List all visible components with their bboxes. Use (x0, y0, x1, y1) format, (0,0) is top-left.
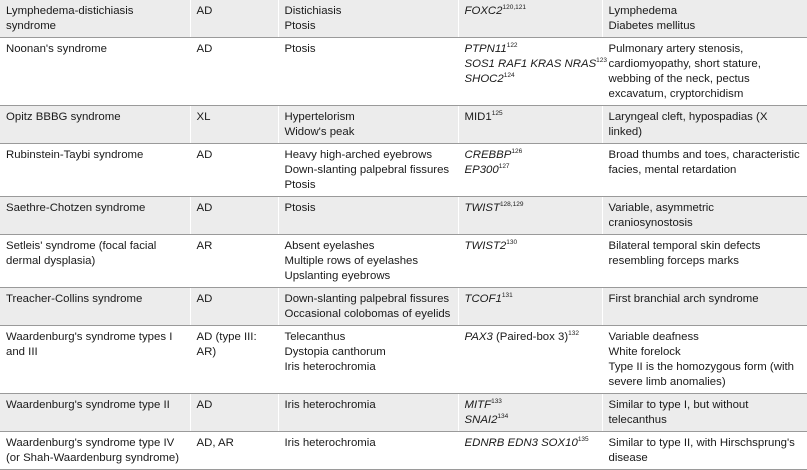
other-features-line: Type II is the homozygous form (with (608, 361, 794, 373)
other-features-line: Laryngeal cleft, hypospadias (X linked) (608, 111, 768, 138)
other-features-cell (602, 144, 807, 197)
other-features-cell (602, 106, 807, 144)
inheritance-line: AR (196, 240, 213, 252)
inheritance-line: AR) (196, 346, 217, 358)
reference-superscript: 131 (501, 292, 513, 299)
other-features-line: Similar to type I, but without (608, 399, 749, 411)
reference-superscript: 134 (497, 413, 509, 420)
other-features-line: Pulmonary artery stenosis, (608, 43, 744, 55)
gene-symbol: TWIST2 (464, 240, 507, 252)
gene-cell (458, 235, 602, 288)
syndrome-line: Saethre-Chotzen syndrome (6, 202, 146, 214)
gene-symbol: SNAI2 (464, 414, 498, 426)
other-features-cell (602, 432, 807, 470)
eye-findings-line: Distichiasis (284, 5, 342, 17)
other-features-line: White forelock (608, 346, 681, 358)
reference-superscript: 124 (503, 72, 515, 79)
reference-superscript: 126 (511, 148, 523, 155)
inheritance-line: AD (196, 202, 213, 214)
eye-findings-line: Iris heterochromia (284, 437, 376, 449)
eye-findings-line: Multiple rows of eyelashes (284, 255, 419, 267)
gene-cell (458, 394, 602, 432)
other-features-line: Variable deafness (608, 331, 699, 343)
inheritance-line: XL (196, 111, 211, 123)
eye-findings-cell (278, 432, 458, 470)
table-row (0, 288, 807, 326)
syndrome-line: dermal dysplasia) (6, 255, 96, 267)
inheritance-cell (190, 197, 278, 235)
eye-findings-cell (278, 394, 458, 432)
reference-superscript: 120,121 (502, 4, 526, 11)
inheritance-cell (190, 288, 278, 326)
other-features-line: Diabetes mellitus (608, 20, 696, 32)
eye-findings-line: Widow's peak (284, 126, 355, 138)
eye-findings-line: Ptosis (284, 179, 316, 191)
syndrome-line: Waardenburg's syndrome type II (6, 399, 170, 411)
other-features-line: facies, mental retardation (608, 164, 737, 176)
inheritance-cell (190, 235, 278, 288)
syndrome-line: Treacher-Collins syndrome (6, 293, 143, 305)
reference-superscript: 132 (568, 330, 579, 337)
eye-findings-line: Iris heterochromia (284, 361, 376, 373)
eye-findings-line: Occasional colobomas of eyelids (284, 308, 451, 320)
gene-symbol: FOXC2 (464, 5, 503, 17)
eye-findings-line: Iris heterochromia (284, 399, 376, 411)
gene-line (464, 57, 608, 72)
eye-findings-cell (278, 235, 458, 288)
eye-findings-cell (278, 106, 458, 144)
gene-symbol: TCOF1 (464, 293, 502, 305)
inheritance-line: AD (196, 399, 213, 411)
eye-findings-cell (278, 288, 458, 326)
gene-symbol: EP300 (464, 164, 499, 176)
other-features-line: cardiomyopathy, short stature, (608, 58, 761, 70)
syndrome-line: Waardenburg's syndrome type IV (6, 437, 175, 449)
reference-superscript: 122 (506, 42, 518, 49)
table-row (0, 326, 807, 394)
table-row (0, 38, 807, 106)
inheritance-line: AD, AR (196, 437, 234, 449)
syndrome-cell (0, 144, 190, 197)
gene-line (465, 110, 596, 125)
gene-cell (458, 197, 602, 235)
table-row (0, 235, 807, 288)
inheritance-line: AD (196, 43, 213, 55)
gene-line (465, 413, 596, 428)
reference-superscript: 133 (491, 398, 502, 405)
syndrome-cell (0, 326, 190, 394)
other-features-line: disease (608, 452, 648, 464)
other-features-line: severe limb anomalies) (608, 376, 726, 388)
inheritance-cell (190, 144, 278, 197)
syndrome-line: Waardenburg's syndrome types I (6, 331, 173, 343)
eye-findings-cell (278, 144, 458, 197)
gene-line (465, 4, 596, 19)
other-features-line: resembling forceps marks (608, 255, 739, 267)
eye-findings-line: Hypertelorism (284, 111, 355, 123)
eye-findings-line: Upslanting eyebrows (284, 270, 391, 282)
inheritance-cell (190, 432, 278, 470)
inheritance-line: AD (196, 149, 213, 161)
syndrome-cell (0, 106, 190, 144)
eye-findings-cell (278, 38, 458, 106)
eye-findings-line: Down-slanting palpebral fissures (284, 293, 450, 305)
syndrome-line: (or Shah-Waardenburg syndrome) (6, 452, 180, 464)
table-row (0, 197, 807, 235)
gene-line (465, 436, 596, 451)
inheritance-line: AD (196, 5, 213, 17)
other-features-cell (602, 326, 807, 394)
reference-superscript: 135 (577, 436, 589, 443)
eye-findings-line: Ptosis (284, 43, 316, 55)
syndrome-line: Lymphedema-distichiasis (6, 5, 134, 17)
gene-cell (458, 106, 602, 144)
reference-superscript: 127 (498, 163, 510, 170)
syndrome-cell (0, 235, 190, 288)
gene-symbol: SHOC2 (464, 73, 504, 85)
syndrome-cell (0, 288, 190, 326)
gene-symbol: PTPN11 (464, 43, 507, 55)
syndrome-line: Opitz BBBG syndrome (6, 111, 121, 123)
gene-line (465, 42, 596, 57)
other-features-cell (602, 38, 807, 106)
gene-symbol: CREBBP (464, 149, 512, 161)
gene-line (465, 72, 596, 87)
eye-findings-cell (278, 0, 458, 38)
gene-cell (458, 0, 602, 38)
other-features-cell (602, 0, 807, 38)
eye-findings-line: Heavy high-arched eyebrows (284, 149, 433, 161)
gene-cell (458, 326, 602, 394)
gene-cell (458, 38, 608, 106)
other-features-cell (602, 288, 807, 326)
syndrome-line: Rubinstein-Taybi syndrome (6, 149, 144, 161)
eye-findings-cell (278, 326, 458, 394)
syndrome-cell (0, 432, 190, 470)
other-features-line: Broad thumbs and toes, characteristic (608, 149, 800, 161)
gene-symbol: PAX3 (464, 331, 493, 343)
table-row (0, 394, 807, 432)
inheritance-line: AD (type III: (196, 331, 257, 343)
table-row (0, 432, 807, 470)
eye-findings-line: Dystopia canthorum (284, 346, 386, 358)
table-row (0, 144, 807, 197)
gene-line (465, 163, 596, 178)
inheritance-cell (190, 394, 278, 432)
gene-symbol: (Paired-box 3) (492, 331, 569, 343)
reference-superscript: 125 (491, 110, 503, 117)
eye-findings-line: Absent eyelashes (284, 240, 375, 252)
reference-superscript: 123 (596, 57, 608, 64)
reference-superscript: 128,129 (499, 201, 524, 208)
gene-line (465, 239, 596, 254)
gene-cell (458, 432, 602, 470)
inheritance-cell (190, 106, 278, 144)
syndrome-line: syndrome (6, 20, 57, 32)
other-features-line: telecanthus (608, 414, 667, 426)
syndrome-line: Setleis' syndrome (focal facial (6, 240, 157, 252)
gene-line (465, 148, 596, 163)
gene-line (465, 201, 596, 216)
syndrome-line: Noonan's syndrome (6, 43, 107, 55)
syndrome-cell (0, 0, 190, 38)
reference-superscript: 130 (506, 239, 518, 246)
other-features-line: First branchial arch syndrome (608, 293, 759, 305)
other-features-line: webbing of the neck, pectus (608, 73, 750, 85)
eye-findings-line: Telecanthus (284, 331, 346, 343)
eye-findings-line: Down-slanting palpebral fissures (284, 164, 450, 176)
gene-line (465, 292, 596, 307)
other-features-cell (602, 197, 807, 235)
other-features-line: Lymphedema (608, 5, 678, 17)
other-features-line: excavatum, cryptorchidism (608, 88, 744, 100)
inheritance-cell (190, 326, 278, 394)
inheritance-cell (190, 38, 278, 106)
inheritance-cell (190, 0, 278, 38)
other-features-cell (602, 394, 807, 432)
gene-symbol: MITF (464, 399, 492, 411)
syndrome-cell (0, 197, 190, 235)
gene-cell (458, 144, 602, 197)
gene-symbol: MID1 (464, 111, 492, 123)
gene-symbol: EDNRB EDN3 SOX10 (464, 437, 578, 449)
inheritance-line: AD (196, 293, 213, 305)
table-row (0, 106, 807, 144)
syndrome-line: and III (6, 346, 38, 358)
eye-findings-line: Ptosis (284, 202, 316, 214)
other-features-cell (602, 235, 807, 288)
other-features-line: Variable, asymmetric craniosynostosis (608, 202, 714, 229)
gene-symbol: TWIST (464, 202, 500, 214)
syndrome-cell (0, 38, 190, 106)
gene-cell (458, 288, 602, 326)
gene-symbol: SOS1 RAF1 KRAS NRAS (464, 58, 597, 70)
other-features-line: Similar to type II, with Hirschsprung's (608, 437, 795, 449)
gene-line (465, 398, 596, 413)
eye-findings-line: Ptosis (284, 20, 316, 32)
table-row (0, 0, 807, 38)
syndrome-cell (0, 394, 190, 432)
other-features-line: Bilateral temporal skin defects (608, 240, 761, 252)
eye-findings-cell (278, 197, 458, 235)
gene-line (465, 330, 596, 345)
